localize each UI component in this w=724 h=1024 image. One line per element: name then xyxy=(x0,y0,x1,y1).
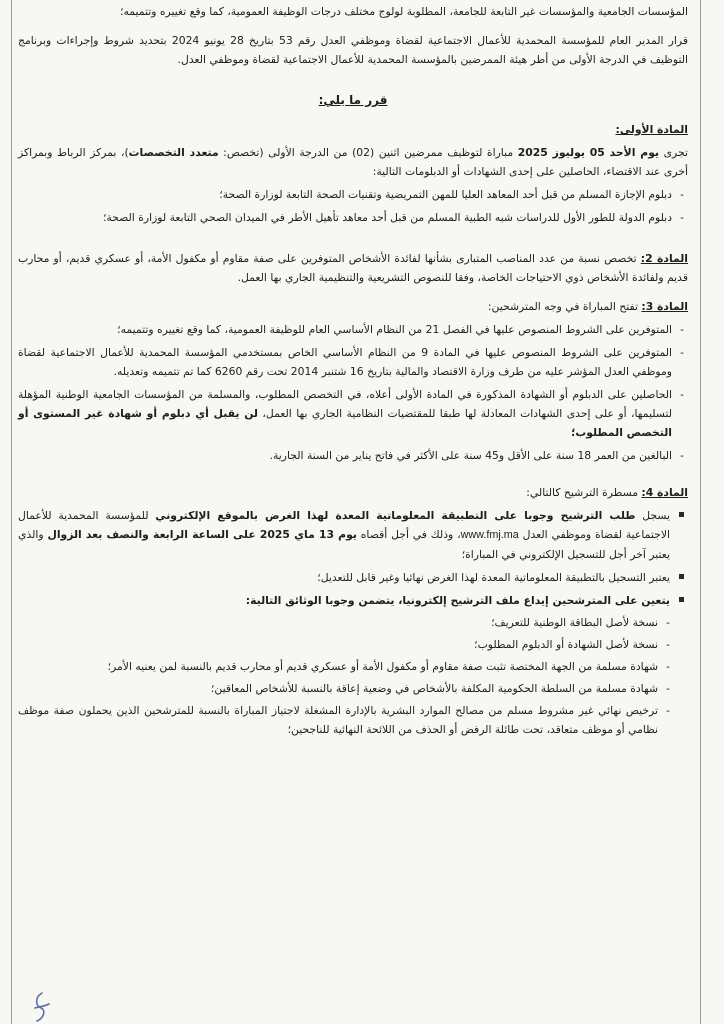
document-body xyxy=(18,2,688,739)
article-1-text-b: مباراة لتوظيف ممرضين اثنين (02) من الدرجة الأولى (تخصص: xyxy=(218,146,518,159)
square-bullet-icon xyxy=(679,512,684,517)
article-1-item-2: - دبلوم الدولة للطور الأول للدراسات شبه الطبية المسلم من قبل أحد معاهد تأهيل الأطر في الميدان الصحي التابعة لوزارة الصحة؛ xyxy=(18,208,688,227)
article-4-item-1-text-d: ، وذلك في أجل أقصاه xyxy=(356,528,461,541)
article-4-item-2 xyxy=(18,568,688,587)
article-4-item-2-text: يعتبر التسجيل بالتطبيقة المعلوماتية المعدة لهذا الغرض نهائيا وغير قابل للتعديل؛ xyxy=(317,571,670,584)
article-3-item-4: - البالغين من العمر 18 سنة على الأقل و45 سنة على الأكثر في فاتح يناير من السنة الجارية. xyxy=(18,446,688,465)
website-link[interactable]: www.fmj.ma xyxy=(460,529,519,541)
article-3-item-3 xyxy=(18,385,688,442)
article-4-doc-3: - شهادة مسلمة من الجهة المختصة تثبت صفة مقاوم أو مكفول الأمة أو عسكري قديم أو محارب قديم بالنسبة لمن يعنيه الأمر؛ xyxy=(18,657,688,676)
article-4-deadline: يوم 13 ماي 2025 على الساعة الرابعة والنصف بعد الزوال xyxy=(47,528,357,541)
article-4-doc-4: - شهادة مسلمة من السلطة الحكومية المكلفة بالأشخاص في وضعية إعاقة بالنسبة للأشخاص المعاقين؛ xyxy=(18,679,688,698)
article-4-lead xyxy=(18,483,688,502)
article-1-specialty: متعدد التخصصات xyxy=(128,146,219,159)
article-1-title: المادة الأولى: xyxy=(615,123,688,136)
article-2-paragraph xyxy=(18,249,688,287)
article-1-text-c: )، بمركز الرباط وبمراكز أخرى عند الاقتضاء، الحاصلين على إحدى الشهادات أو الدبلومات التالية: xyxy=(18,146,688,178)
article-1-item-1: - دبلوم الإجازة المسلم من قبل أحد المعاهد العليا للمهن التمريضية وتقنيات الصحة التابعة لوزارة الصحة؛ xyxy=(18,185,688,204)
article-4-item-3-text: يتعين على المترشحين إيداع ملف الترشيح إلكترونيا، يتضمن وجوبا الوثائق التالية: xyxy=(245,594,670,607)
article-4-item-1-text-a: يسجل xyxy=(635,509,671,522)
article-3-item-1: - المتوفرين على الشروط المنصوص عليها في الفصل 21 من النظام الأساسي العام للوظيفة العمومية، كما وقع تغييره وتتميمه؛ xyxy=(18,320,688,339)
article-4-doc-5: - ترخيص نهائي غير مشروط مسلم من مصالح الموارد البشرية بالإدارة المشغلة لاجتياز المباراة بالنسبة للمترشحين الذين يحملون صفة موظف نظامي أو موظف متعاقد، تحت طائلة الرفض أو الحذف من اللائحة النهائية للناجحين؛ xyxy=(18,701,688,739)
article-3-item-3-text: الحاصلين على الدبلوم أو الشهادة المذكورة في المادة الأولى أعلاه، في التخصص المطلوب، والمسلمة من المؤسسات الجامعية الوطنية المؤهلة لتسليمها، أو على إحدى الشهادات المعادلة لها طبقا للمقتضيات النظامية الجاري بها العمل، xyxy=(18,388,672,420)
page-border-left xyxy=(11,0,12,1024)
intro-decision-paragraph: قرار المدير العام للمؤسسة المحمدية للأعمال الاجتماعية لقضاة وموظفي العدل رقم 53 بتاريخ 28 يونيو 2024 بتحديد شروط وإجراءات وبرنامج التوظيف في الدرجة الأولى من أطر هيئة الممرضين بالمؤسسة المحمدية للأعمال الاجتماعية لقضاة وموظفي العدل. xyxy=(18,34,689,66)
page-border-right xyxy=(700,0,701,1024)
handwritten-initial-mark xyxy=(26,990,56,1024)
article-2-title: المادة 2: xyxy=(640,252,688,265)
article-4-item-1 xyxy=(18,506,688,564)
article-3-lead xyxy=(18,297,688,316)
article-3-lead-text: تفتح المباراة في وجه المترشحين: xyxy=(487,300,642,313)
article-3-title: المادة 3: xyxy=(641,300,688,313)
decides-heading: قرر ما يلي: xyxy=(318,93,388,107)
article-4-item-1-text-f: والذي يعتبر آخر أجل للتسجيل الإلكتروني في المباراة؛ xyxy=(18,528,670,561)
article-1-body xyxy=(18,143,688,181)
article-4-title: المادة 4: xyxy=(641,486,688,499)
article-3-item-3-emphasis: لن يقبل أي دبلوم أو شهادة غير المستوى أو التخصص المطلوب؛ xyxy=(18,407,672,439)
square-bullet-icon xyxy=(679,597,684,602)
article-4-item-1-emphasis: طلب الترشيح وجوبا على التطبيقة المعلوماتية المعدة لهذا الغرض بالموقع الإلكتروني xyxy=(155,509,636,522)
article-4-item-1-text-c: للمؤسسة المحمدية للأعمال الاجتماعية لقضاة وموظفي العدل xyxy=(18,509,670,541)
article-1-text-a: تجرى xyxy=(659,146,688,159)
article-4-doc-2: - نسخة لأصل الشهادة أو الدبلوم المطلوب؛ xyxy=(18,635,688,654)
intro-paragraph: المؤسسات الجامعية والمؤسسات غير التابعة للجامعة، المطلوبة لولوج مختلف درجات الوظيفة العمومية، كما وقع تغييره وتتميمه؛ xyxy=(120,5,688,18)
article-2-body: تخصص نسبة من عدد المناصب المتبارى بشأنها لفائدة الأشخاص المتوفرين على صفة مقاوم أو مكفول الأمة، أو عسكري قديم، أو محارب قديم ولفائدة الأشخاص ذوي الاحتياجات الخاصة، وفقا للنصوص التشريعية والتنظيمية الجاري بها العمل. xyxy=(18,252,688,284)
article-4-lead-text: مسطرة الترشيح كالتالي: xyxy=(526,486,642,499)
article-1-date: يوم الأحد 05 يوليوز 2025 xyxy=(517,146,660,159)
square-bullet-icon xyxy=(679,574,684,579)
article-4-doc-1: - نسخة لأصل البطاقة الوطنية للتعريف؛ xyxy=(18,613,688,632)
article-3-item-2: - المتوفرين على الشروط المنصوص عليها في المادة 9 من النظام الأساسي الخاص بمستخدمي المؤسسة المحمدية للأعمال الاجتماعية لقضاة وموظفي العدل المؤشر عليه من طرف وزارة الاقتصاد والمالية بتاريخ 16 شتنبر 2014 تحت رقم 6260 كما تم تتميمه وتعديله. xyxy=(18,343,688,381)
article-4-item-3 xyxy=(18,591,688,610)
